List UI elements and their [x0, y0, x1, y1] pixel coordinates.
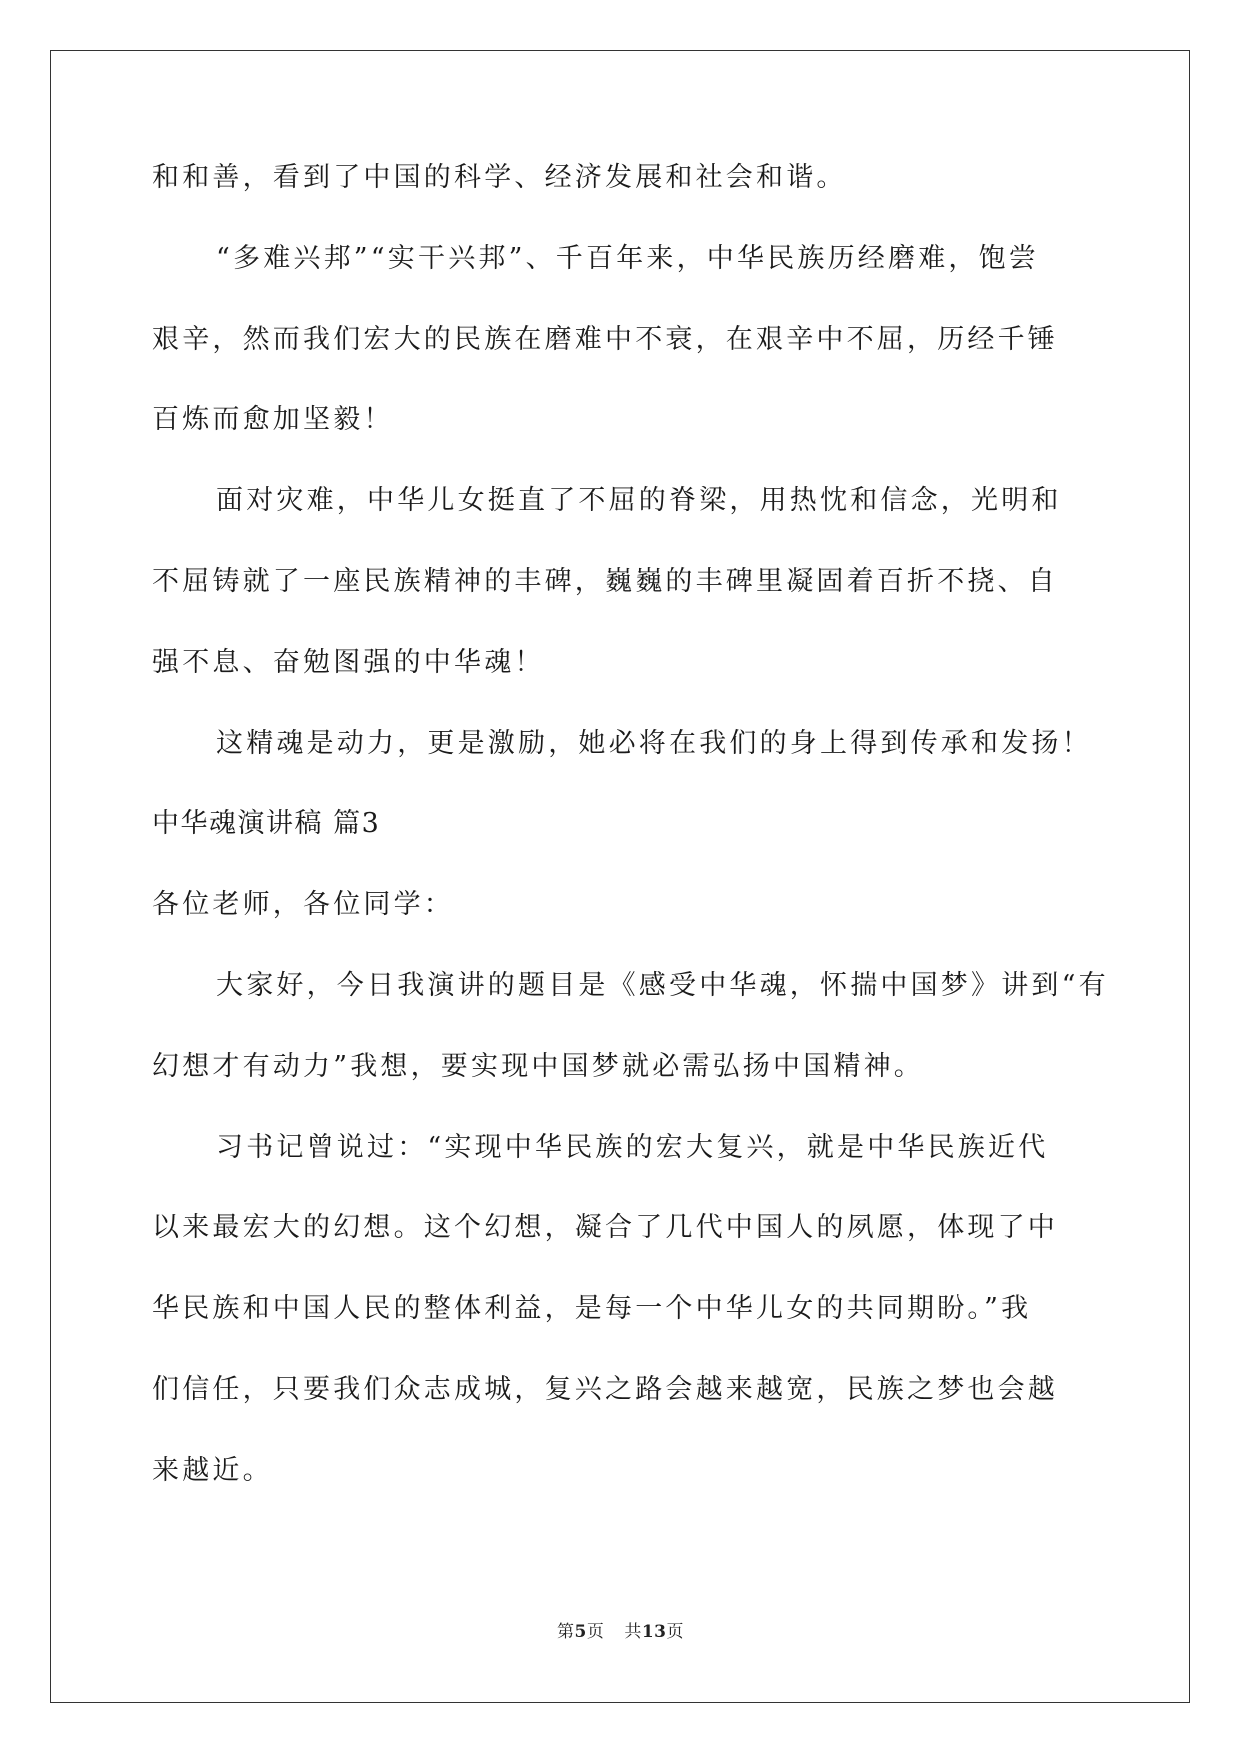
paragraph-line: 幻想才有动力”我想，要实现中国梦就必需弘扬中国精神。 [152, 1050, 925, 1082]
paragraph-line: 面对灾难，中华儿女挺直了不屈的脊梁，用热忱和信念，光明和 [216, 485, 1062, 517]
paragraph-line: 强不息、奋勉图强的中华魂！ [152, 646, 545, 678]
paragraph-line: 大家好，今日我演讲的题目是《感受中华魂，怀揣中国梦》讲到“有 [216, 969, 1109, 1001]
paragraph-line: 们信任，只要我们众志成城，复兴之路会越来越宽，民族之梦也会越 [152, 1373, 1058, 1405]
document-body [152, 158, 1109, 1532]
paragraph-line: 这精魂是动力，更是激励，她必将在我们的身上得到传承和发扬！ [216, 727, 1092, 759]
paragraph-line: 艰辛，然而我们宏大的民族在磨难中不衰，在艰辛中不屈，历经千锤 [152, 323, 1058, 355]
salutation: 各位老师，各位同学： [152, 889, 454, 921]
paragraph-line: 不屈铸就了一座民族精神的丰碑，巍巍的丰碑里凝固着百折不挠、自 [152, 565, 1058, 597]
paragraph-line: 华民族和中国人民的整体利益，是每一个中华儿女的共同期盼。”我 [152, 1293, 1032, 1325]
section-heading: 中华魂演讲稿 篇3 [152, 808, 381, 840]
total-suffix: 页 [666, 1622, 684, 1642]
paragraph-line: 习书记曾说过：“实现中华民族的宏大复兴，就是中华民族近代 [216, 1131, 1049, 1163]
paragraph-line: 百炼而愈加坚毅！ [152, 404, 394, 436]
page-prefix: 第 [556, 1622, 575, 1642]
total-prefix: 共 [624, 1622, 642, 1642]
page-suffix: 页 [586, 1622, 605, 1642]
page-footer [0, 1621, 1241, 1643]
paragraph-line: “多难兴邦”“实干兴邦”、千百年来，中华民族历经磨难，饱尝 [216, 242, 1040, 274]
paragraph-line: 来越近。 [152, 1454, 273, 1486]
paragraph-line: 和和善，看到了中国的科学、经济发展和社会和谐。 [152, 162, 847, 193]
page-number: 5 [574, 1622, 587, 1642]
total-pages: 13 [641, 1622, 667, 1642]
paragraph-line: 以来最宏大的幻想。这个幻想，凝合了几代中国人的夙愿，体现了中 [152, 1212, 1058, 1244]
